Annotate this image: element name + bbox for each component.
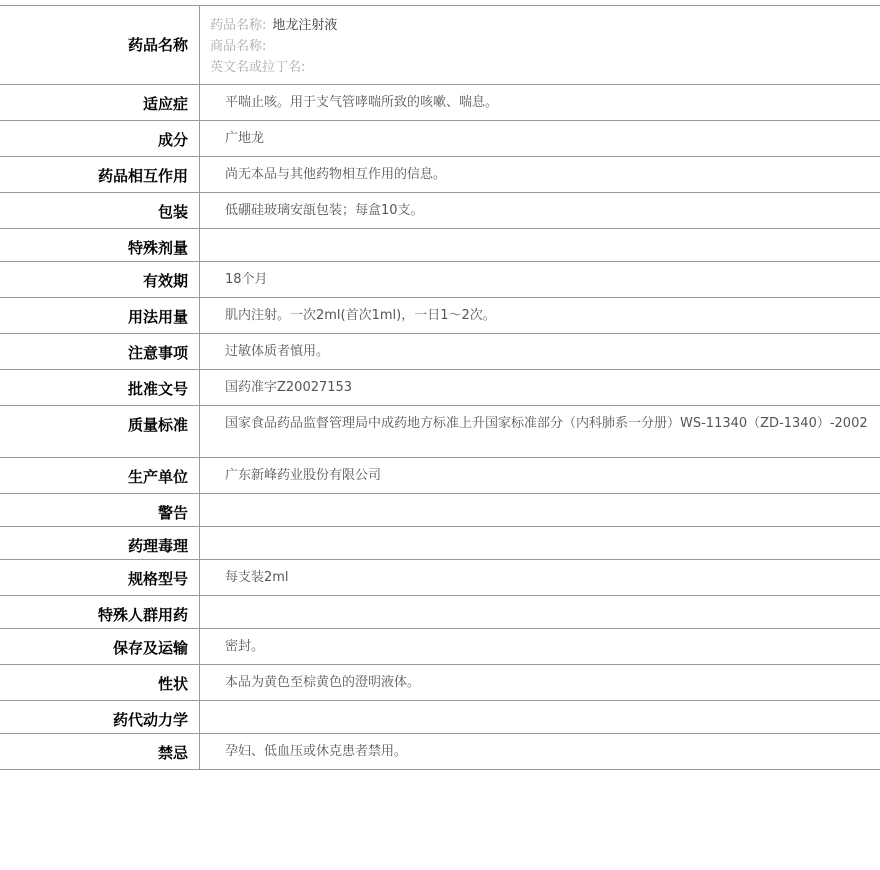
latin-name-line	[210, 57, 870, 78]
row-value	[200, 527, 880, 559]
row-dosage	[0, 298, 880, 334]
row-label: 包装	[0, 193, 200, 228]
generic-name-line	[210, 15, 870, 36]
row-value: 低硼硅玻璃安瓿包装；每盒10支。	[225, 203, 424, 218]
row-label: 药品名称	[0, 6, 200, 84]
row-value: 孕妇、低血压或休克患者禁用。	[225, 744, 408, 759]
row-value	[200, 596, 880, 628]
row-label: 性状	[0, 665, 200, 700]
generic-name-key: 药品名称:	[210, 18, 267, 33]
row-indications	[0, 85, 880, 121]
row-quality-standard	[0, 406, 880, 458]
row-value: 密封。	[225, 639, 265, 654]
row-storage	[0, 629, 880, 665]
row-value: 尚无本品与其他药物相互作用的信息。	[225, 167, 447, 182]
row-value: 平喘止咳。用于支气管哮喘所致的咳嗽、喘息。	[225, 95, 499, 110]
row-label: 保存及运输	[0, 629, 200, 664]
row-specification	[0, 560, 880, 596]
row-value: 国药准字Z20027153	[225, 380, 353, 395]
row-contraindications	[0, 734, 880, 770]
row-value	[200, 701, 880, 733]
row-label: 注意事项	[0, 334, 200, 369]
drug-names-cell	[200, 6, 880, 84]
row-label: 药代动力学	[0, 701, 200, 733]
row-label: 特殊剂量	[0, 229, 200, 261]
row-pharmacokinetics	[0, 701, 880, 734]
row-label: 生产单位	[0, 458, 200, 493]
row-value: 本品为黄色至棕黄色的澄明液体。	[225, 675, 421, 690]
row-special-populations	[0, 596, 880, 629]
row-label: 成分	[0, 121, 200, 156]
row-value: 国家食品药品监督管理局中成药地方标准上升国家标准部分（内科肺系一分册）WS-11340（ZD-1340）-2002	[225, 416, 868, 431]
row-label: 适应症	[0, 85, 200, 120]
trade-name-line	[210, 36, 870, 57]
row-label: 批准文号	[0, 370, 200, 405]
latin-name-key: 英文名或拉丁名:	[210, 60, 306, 75]
row-approval-number	[0, 370, 880, 406]
row-interactions	[0, 157, 880, 193]
row-shelf-life	[0, 262, 880, 298]
row-precautions	[0, 334, 880, 370]
row-label: 质量标准	[0, 406, 200, 457]
row-label: 规格型号	[0, 560, 200, 595]
row-special-dosage	[0, 229, 880, 262]
row-value: 18个月	[225, 272, 268, 287]
row-value: 过敏体质者慎用。	[225, 344, 330, 359]
row-label: 警告	[0, 494, 200, 526]
row-ingredients	[0, 121, 880, 157]
row-label: 特殊人群用药	[0, 596, 200, 628]
row-pharmacology	[0, 527, 880, 560]
row-packaging	[0, 193, 880, 229]
row-drug-name	[0, 6, 880, 85]
generic-name-value: 地龙注射液	[272, 18, 338, 33]
row-description	[0, 665, 880, 701]
row-label: 用法用量	[0, 298, 200, 333]
row-label: 禁忌	[0, 734, 200, 769]
row-manufacturer	[0, 458, 880, 494]
trade-name-key: 商品名称:	[210, 39, 267, 54]
row-value	[200, 494, 880, 526]
row-label: 药品相互作用	[0, 157, 200, 192]
row-label: 有效期	[0, 262, 200, 297]
row-value: 广地龙	[225, 131, 265, 146]
row-label: 药理毒理	[0, 527, 200, 559]
row-value: 肌内注射。一次2ml(首次1ml)，一日1～2次。	[225, 308, 496, 323]
row-value: 广东新峰药业股份有限公司	[225, 468, 382, 483]
drug-info-table	[0, 5, 880, 770]
row-warning	[0, 494, 880, 527]
row-value	[200, 229, 880, 261]
row-value: 每支装2ml	[225, 570, 289, 585]
